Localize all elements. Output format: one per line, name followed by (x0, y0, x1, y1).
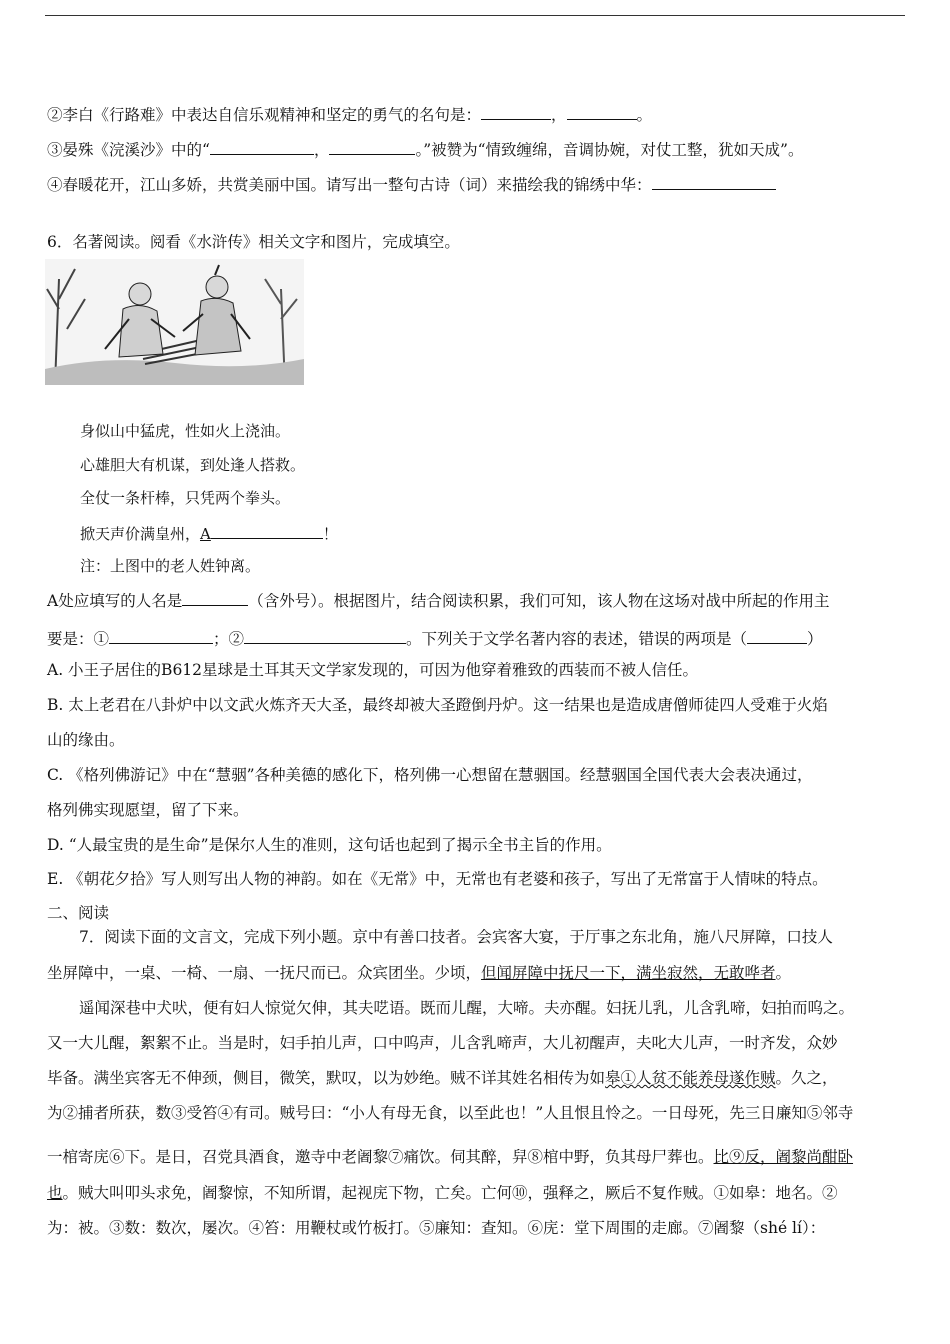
option-a: A. 小王子居住的B612星球是土耳其天文学家发现的，可因为他穿着雅致的西装而不被人信任。 (47, 661, 699, 679)
q5-item3-end: 。”被赞为“情致缠绵，音调协婉，对仗工整，犹如天成”。 (415, 141, 804, 159)
q7-text: 。 (775, 964, 792, 982)
poem-line-4-text: 掀天声价满皇州， (80, 525, 201, 543)
poem-line-3: 全仗一条杆棒，只凭两个拳头。 (80, 489, 291, 507)
q7-line-5 (47, 1068, 910, 1088)
q5-item2-sep: ， (551, 106, 567, 124)
q7-line-4: 又一大儿醒，絮絮不止。当是时，妇手拍儿声，口中呜声，儿含乳啼声，大儿初醒声，夫叱大儿声，一时齐发，众妙 (47, 1034, 838, 1052)
illustration-figure (45, 259, 304, 385)
q7-text: 一棺寄庑⑥下。是日，召党具酒食，邀寺中老阇黎⑦痛饮。伺其醉，舁⑧棺中野，负其母尸葬也。 (47, 1148, 714, 1166)
underlined-sentence: 比⑨反，阇黎尚酣卧 (713, 1148, 854, 1166)
q6-question-text: （含外号）。根据图片，结合阅读积累，我们可知，该人物在这场对战中所起的作用主 (248, 592, 830, 610)
option-e: E. 《朝花夕拾》写人则写出人物的神韵。如在《无常》中，无常也有老婆和孩子，写出了无常富于人情味的特点。 (47, 870, 828, 888)
underlined-sentence: 但闻屏障中抚尺一下，满坐寂然，无敢哗者 (481, 964, 776, 982)
answer-blank[interactable] (211, 522, 323, 539)
q7-line-6: 为②捕者所获，数③受笞④有司。贼号曰：“小人有母无食，以至此也！”人且恨且怜之。一日母死，先三日廉知⑤邻寺 (47, 1104, 854, 1122)
q6-question-text: 要是：① (47, 630, 110, 648)
q6-title: 6．名著阅读。阅看《水浒传》相关文字和图片，完成填空。 (47, 233, 460, 251)
answer-blank[interactable] (244, 627, 406, 644)
poem-line-1: 身似山中猛虎，性如火上浇油。 (80, 422, 291, 440)
underlined-sentence: 也 (47, 1184, 63, 1202)
answer-blank[interactable] (109, 627, 213, 644)
q6-question-text: 。下列关于文学名著内容的表述，错误的两项是（ (406, 630, 748, 648)
q5-item4-text: ④春暖花开，江山多娇，共赏美丽中国。请写出一整句古诗（词）来描绘我的锦绣中华： (47, 176, 652, 194)
q7-line-8 (47, 1183, 910, 1203)
q7-line-7 (47, 1147, 910, 1167)
option-c: C. 《格列佛游记》中在“慧骃”各种美德的感化下，格列佛一心想留在慧骃国。经慧骃国全国代表大会表决通过， (47, 766, 813, 784)
blank-label-a: A (200, 525, 211, 543)
q5-item3 (47, 138, 910, 160)
poem-line-2: 心雄胆大有机谋，到处逢人搭救。 (80, 456, 306, 474)
q5-item2-text: ②李白《行路难》中表达自信乐观精神和坚定的勇气的名句是： (47, 106, 482, 124)
wavy-underlined-sentence: 皋①人贫不能养母遂作贼 (605, 1069, 776, 1087)
q7-line-2 (47, 963, 910, 983)
q6-question-text: A处应填写的人名是 (47, 592, 183, 610)
q7-line-3: 遥闻深巷中犬吠，便有妇人惊觉欠伸，其夫呓语。既而儿醒，大啼。夫亦醒。妇抚儿乳，儿含乳啼，妇拍而呜之。 (79, 999, 855, 1017)
poem-line-4-end: ！ (322, 525, 338, 543)
q5-item2 (47, 103, 910, 125)
answer-blank[interactable] (182, 589, 248, 606)
answer-blank[interactable] (567, 103, 637, 120)
poem-line-4 (80, 522, 910, 544)
q7-text: 毕备。满坐宾客无不伸颈，侧目，微笑，默叹，以为妙绝。贼不详其姓名相传为如 (47, 1069, 606, 1087)
q5-item4 (47, 173, 910, 195)
poem-note: 注：上图中的老人姓钟离。 (80, 557, 261, 575)
q6-question-text: ；② (213, 630, 245, 648)
q6-question-text: ） (807, 630, 823, 648)
illustration-drawing (45, 259, 304, 385)
answer-blank[interactable] (329, 138, 415, 155)
q7-line-9: 为：被。③数：数次，屡次。④笞：用鞭杖或竹板打。⑤廉知：查知。⑥庑：堂下周围的走廊。⑦阇黎（shé lí）： (47, 1219, 826, 1237)
option-b-cont: 山的缘由。 (47, 731, 125, 749)
section-title: 二、阅读 (47, 904, 110, 922)
q6-question-line-2 (47, 627, 910, 649)
q6-question-line-1 (47, 589, 910, 611)
q5-item3-sep: ， (313, 141, 330, 159)
option-c-cont: 格列佛实现愿望，留了下来。 (47, 801, 249, 819)
q5-item3-text: ③晏殊《浣溪沙》中的“ (47, 141, 210, 159)
top-rule (45, 15, 905, 16)
option-b: B. 太上老君在八卦炉中以文武火炼齐天大圣，最终却被大圣蹬倒丹炉。这一结果也是造成唐僧师徒四人受难于火焰 (47, 696, 828, 714)
q7-text: 。贼大叫叩头求免，阇黎惊，不知所谓，起视庑下物，亡矣。亡何⑩，强释之，厥后不复作贼。①如皋：地名。② (62, 1184, 838, 1202)
q5-item2-end: 。 (636, 106, 653, 124)
answer-blank[interactable] (652, 173, 776, 190)
q7-text: 。久之， (775, 1069, 838, 1087)
q7-line-1: 7．阅读下面的文言文，完成下列小题。京中有善口技者。会宾客大宴，于厅事之东北角，施八尺屏障，口技人 (79, 928, 833, 946)
answer-blank[interactable] (747, 627, 807, 644)
answer-blank[interactable] (481, 103, 551, 120)
answer-blank[interactable] (210, 138, 314, 155)
option-d: D. “人最宝贵的是生命”是保尔人生的准则，这句话也起到了揭示全书主旨的作用。 (47, 836, 612, 854)
q7-text: 坐屏障中，一桌、一椅、一扇、一抚尺而已。众宾团坐。少顷， (47, 964, 482, 982)
